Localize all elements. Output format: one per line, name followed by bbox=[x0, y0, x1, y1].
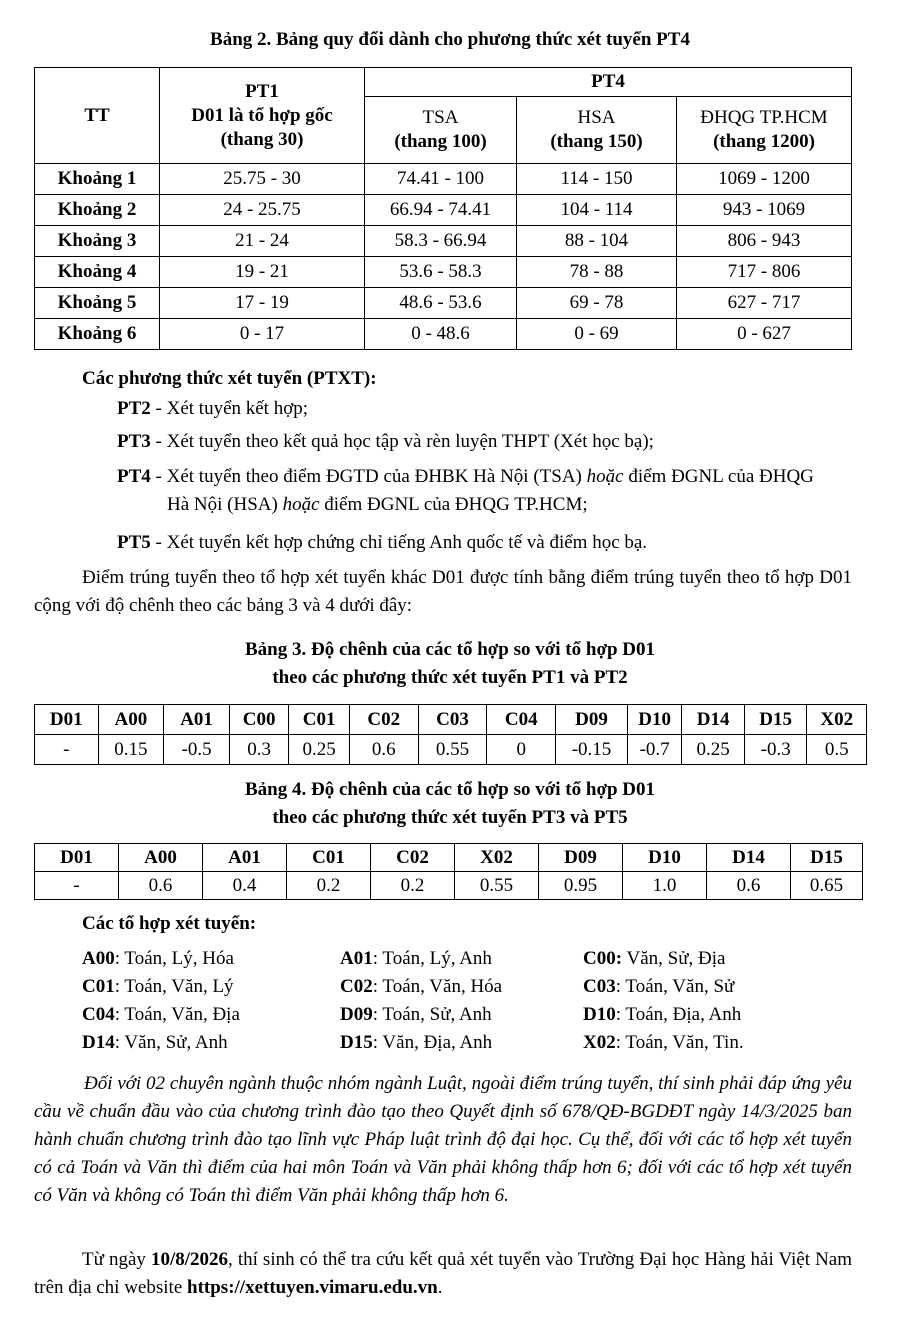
table-cell: - bbox=[35, 872, 119, 900]
results-text-1: Từ ngày bbox=[82, 1249, 151, 1270]
combo-item bbox=[340, 1002, 492, 1028]
cell-pt1: 0 - 17 bbox=[160, 319, 365, 350]
cell-pt1: 21 - 24 bbox=[160, 226, 365, 257]
combo-item bbox=[340, 1030, 492, 1056]
table-header-cell: C01 bbox=[287, 844, 371, 872]
row-label: Khoảng 3 bbox=[35, 226, 160, 257]
combo-text: : Toán, Văn, Tin. bbox=[615, 1032, 744, 1053]
combos-heading: Các tổ hợp xét tuyển: bbox=[82, 913, 257, 934]
table-row bbox=[35, 872, 863, 900]
method-pt5-text: - Xét tuyển kết hợp chứng chỉ tiếng Anh quốc tế và điểm học bạ. bbox=[150, 532, 648, 553]
table2-caption: Bảng 2. Bảng quy đổi dành cho phương thức xét tuyển PT4 bbox=[210, 29, 690, 50]
cell-dhqg: 0 - 627 bbox=[677, 319, 852, 350]
results-text-2: , thí sinh có thể tra cứu kết quả xét tuyển vào Trường Đại học Hàng hải Việt Nam trên địa chỉ website bbox=[34, 1249, 853, 1298]
combo-code: C03 bbox=[583, 976, 616, 997]
row-label: Khoảng 6 bbox=[35, 319, 160, 350]
table-header-cell: D15 bbox=[791, 844, 863, 872]
method-pt5 bbox=[117, 530, 647, 556]
combo-item bbox=[340, 946, 492, 972]
method-pt4 bbox=[117, 464, 814, 490]
cell-dhqg: 717 - 806 bbox=[677, 257, 852, 288]
table-row bbox=[35, 735, 867, 765]
table-header-cell: D09 bbox=[556, 705, 628, 735]
law-requirement-paragraph: Đối với 02 chuyên ngành thuộc nhóm ngành Luật, ngoài điểm trúng tuyển, thí sinh phải đáp ứng yêu cầu về chuẩn đầu vào của chương trình đào tạo theo Quyết định số 678/QĐ-BGDĐT ngày 14/3/2025 ban hành chuẩn chương trình đào tạo lĩnh vực Pháp luật trình độ đại học. Cụ thể, đối với các tổ hợp xét tuyển có cả Toán và Văn thì điểm của hai môn Toán và Văn phải không thấp hơn 6; đối với các tổ hợp xét tuyển có Văn và không có Toán thì điểm Văn phải không thấp hơn 6. bbox=[34, 1073, 852, 1206]
method-pt3-code: PT3 bbox=[117, 431, 151, 452]
table-header-cell: X02 bbox=[807, 705, 867, 735]
cell-tsa: 58.3 - 66.94 bbox=[365, 226, 517, 257]
method-pt4-or-2: hoặc bbox=[282, 494, 320, 515]
conversion-table bbox=[34, 67, 852, 350]
combo-text: : Văn, Địa, Anh bbox=[372, 1032, 493, 1053]
table-header-cell: D10 bbox=[623, 844, 707, 872]
table-cell: 0.65 bbox=[791, 872, 863, 900]
table3-caption-line2: theo các phương thức xét tuyển PT1 và PT2 bbox=[272, 667, 628, 688]
table-header-cell: D14 bbox=[707, 844, 791, 872]
cell-hsa: 114 - 150 bbox=[517, 164, 677, 195]
header-dhqg-line2: (thang 1200) bbox=[713, 131, 815, 152]
table-header-cell: D14 bbox=[682, 705, 745, 735]
header-pt1-line1: PT1 bbox=[245, 80, 279, 102]
table3-caption-line1: Bảng 3. Độ chênh của các tổ hợp so với tổ hợp D01 bbox=[244, 639, 656, 660]
table-row bbox=[35, 257, 852, 288]
table-header-cell: C02 bbox=[371, 844, 455, 872]
table-cell: 0 bbox=[487, 735, 556, 765]
methods-heading: Các phương thức xét tuyển (PTXT): bbox=[82, 368, 377, 389]
combo-code: D10 bbox=[583, 1004, 616, 1025]
table-header-cell: D01 bbox=[35, 705, 99, 735]
cell-tsa: 0 - 48.6 bbox=[365, 319, 517, 350]
table-row bbox=[35, 195, 852, 226]
table-cell: -0.15 bbox=[556, 735, 628, 765]
cell-dhqg: 1069 - 1200 bbox=[677, 164, 852, 195]
cell-tsa: 48.6 - 53.6 bbox=[365, 288, 517, 319]
cell-hsa: 88 - 104 bbox=[517, 226, 677, 257]
method-pt3 bbox=[117, 429, 654, 455]
table-cell: 0.4 bbox=[203, 872, 287, 900]
combo-code: X02 bbox=[583, 1032, 616, 1053]
table-cell: 0.55 bbox=[455, 872, 539, 900]
header-tsa-line1: TSA bbox=[422, 107, 459, 128]
combo-item bbox=[340, 974, 502, 1000]
combo-code: A01 bbox=[340, 948, 373, 969]
cell-hsa: 104 - 114 bbox=[517, 195, 677, 226]
method-pt4-cont bbox=[167, 492, 588, 518]
combo-item bbox=[82, 1002, 240, 1028]
combo-item bbox=[82, 946, 234, 972]
method-pt4-or-1: hoặc bbox=[586, 466, 624, 487]
header-pt1 bbox=[160, 68, 365, 164]
results-date: 10/8/2026 bbox=[150, 1249, 229, 1270]
table-header-row bbox=[35, 844, 863, 872]
table-cell: -0.3 bbox=[744, 735, 807, 765]
table-cell: 0.55 bbox=[418, 735, 487, 765]
table-cell: 0.6 bbox=[119, 872, 203, 900]
method-pt3-text: - Xét tuyển theo kết quả học tập và rèn luyện THPT (Xét học bạ); bbox=[150, 431, 654, 452]
header-pt1-line3: (thang 30) bbox=[220, 128, 304, 150]
cell-tsa: 53.6 - 58.3 bbox=[365, 257, 517, 288]
cell-dhqg: 943 - 1069 bbox=[677, 195, 852, 226]
row-label: Khoảng 1 bbox=[35, 164, 160, 195]
cell-dhqg: 806 - 943 bbox=[677, 226, 852, 257]
combo-code: C04 bbox=[82, 1004, 115, 1025]
combo-text: : Toán, Văn, Hóa bbox=[372, 976, 503, 997]
method-pt4-text-d: điểm ĐGNL của ĐHQG TP.HCM; bbox=[319, 494, 588, 515]
difference-table-pt1-pt2 bbox=[34, 704, 867, 765]
method-pt2 bbox=[117, 396, 308, 422]
combo-code: D14 bbox=[82, 1032, 115, 1053]
table-row bbox=[35, 288, 852, 319]
header-dhqg-line1: ĐHQG TP.HCM bbox=[700, 107, 828, 128]
header-hsa bbox=[517, 97, 677, 164]
method-pt4-text-a: - Xét tuyển theo điểm ĐGTD của ĐHBK Hà Nội (TSA) bbox=[150, 466, 587, 487]
table-cell: - bbox=[35, 735, 99, 765]
combo-code: C02 bbox=[340, 976, 373, 997]
combo-code: D15 bbox=[340, 1032, 373, 1053]
combo-text: : Toán, Lý, Hóa bbox=[114, 948, 234, 969]
difference-table-pt3-pt5 bbox=[34, 843, 863, 900]
combo-item bbox=[583, 946, 725, 972]
row-label: Khoảng 4 bbox=[35, 257, 160, 288]
table-header-cell: A00 bbox=[119, 844, 203, 872]
table-header-cell: A01 bbox=[164, 705, 230, 735]
combo-code: C01 bbox=[82, 976, 115, 997]
header-dhqg bbox=[677, 97, 852, 164]
combo-item bbox=[583, 974, 734, 1000]
table-cell: 0.2 bbox=[371, 872, 455, 900]
combo-code: D09 bbox=[340, 1004, 373, 1025]
table4-caption-line1: Bảng 4. Độ chênh của các tổ hợp so với tổ hợp D01 bbox=[244, 779, 656, 800]
table-header-cell: X02 bbox=[455, 844, 539, 872]
table-header-cell: D15 bbox=[744, 705, 807, 735]
cell-hsa: 0 - 69 bbox=[517, 319, 677, 350]
combo-text: : Toán, Lý, Anh bbox=[372, 948, 492, 969]
cell-hsa: 69 - 78 bbox=[517, 288, 677, 319]
table-header-cell: D09 bbox=[539, 844, 623, 872]
table-header-cell: D10 bbox=[627, 705, 681, 735]
cell-pt1: 25.75 - 30 bbox=[160, 164, 365, 195]
results-text-3: . bbox=[437, 1277, 443, 1298]
method-pt5-code: PT5 bbox=[117, 532, 151, 553]
combo-text: : Toán, Văn, Địa bbox=[114, 1004, 240, 1025]
table-header-row bbox=[35, 705, 867, 735]
table-cell: 0.2 bbox=[287, 872, 371, 900]
header-hsa-line1: HSA bbox=[577, 107, 616, 128]
table-cell: 0.6 bbox=[349, 735, 418, 765]
cell-dhqg: 627 - 717 bbox=[677, 288, 852, 319]
table-cell: -0.5 bbox=[164, 735, 230, 765]
combo-text: : Toán, Sử, Anh bbox=[372, 1004, 492, 1025]
table-cell: 0.15 bbox=[98, 735, 164, 765]
combo-item bbox=[583, 1030, 744, 1056]
table-header-cell: A01 bbox=[203, 844, 287, 872]
combo-item bbox=[82, 1030, 228, 1056]
cell-pt1: 24 - 25.75 bbox=[160, 195, 365, 226]
cell-tsa: 66.94 - 74.41 bbox=[365, 195, 517, 226]
combo-item bbox=[583, 1002, 741, 1028]
method-pt4-text-b: điểm ĐGNL của ĐHQG bbox=[623, 466, 814, 487]
table-cell: -0.7 bbox=[627, 735, 681, 765]
table-cell: 1.0 bbox=[623, 872, 707, 900]
method-pt4-code: PT4 bbox=[117, 466, 151, 487]
results-paragraph bbox=[34, 1246, 852, 1302]
table-header-cell: C03 bbox=[418, 705, 487, 735]
table-header-cell: A00 bbox=[98, 705, 164, 735]
combo-text: : Toán, Văn, Lý bbox=[114, 976, 234, 997]
results-website-link[interactable]: https://xettuyen.vimaru.edu.vn bbox=[187, 1277, 438, 1298]
combo-code: A00 bbox=[82, 948, 115, 969]
method-pt2-code: PT2 bbox=[117, 398, 151, 419]
header-tsa bbox=[365, 97, 517, 164]
table-row bbox=[35, 319, 852, 350]
table-cell: 0.95 bbox=[539, 872, 623, 900]
row-label: Khoảng 2 bbox=[35, 195, 160, 226]
cell-pt1: 19 - 21 bbox=[160, 257, 365, 288]
table-header-cell: C00 bbox=[229, 705, 289, 735]
table-cell: 0.25 bbox=[289, 735, 350, 765]
table-header-cell: C02 bbox=[349, 705, 418, 735]
table-cell: 0.25 bbox=[682, 735, 745, 765]
header-pt1-line2: D01 là tổ hợp gốc bbox=[191, 104, 333, 126]
header-tt: TT bbox=[35, 68, 160, 164]
combo-text: Văn, Sử, Địa bbox=[622, 948, 726, 969]
header-hsa-line2: (thang 150) bbox=[550, 131, 643, 152]
combo-text: : Toán, Văn, Sử bbox=[615, 976, 735, 997]
cell-hsa: 78 - 88 bbox=[517, 257, 677, 288]
combo-item bbox=[82, 974, 234, 1000]
table-cell: 0.5 bbox=[807, 735, 867, 765]
combo-text: : Toán, Địa, Anh bbox=[615, 1004, 742, 1025]
table-header-cell: D01 bbox=[35, 844, 119, 872]
cell-tsa: 74.41 - 100 bbox=[365, 164, 517, 195]
header-tsa-line2: (thang 100) bbox=[394, 131, 487, 152]
table-header-cell: C01 bbox=[289, 705, 350, 735]
cell-pt1: 17 - 19 bbox=[160, 288, 365, 319]
header-pt4: PT4 bbox=[365, 68, 852, 97]
row-label: Khoảng 5 bbox=[35, 288, 160, 319]
table-cell: 0.3 bbox=[229, 735, 289, 765]
table-cell: 0.6 bbox=[707, 872, 791, 900]
table-row bbox=[35, 226, 852, 257]
table-row bbox=[35, 164, 852, 195]
combo-code: C00: bbox=[583, 948, 623, 969]
table4-caption-line2: theo các phương thức xét tuyển PT3 và PT5 bbox=[272, 807, 628, 828]
method-pt4-text-c: Hà Nội (HSA) bbox=[167, 494, 283, 515]
intro-paragraph: Điểm trúng tuyển theo tổ hợp xét tuyển khác D01 được tính bằng điểm trúng tuyển theo tổ hợp D01 cộng với độ chênh theo các bảng 3 và 4 dưới đây: bbox=[34, 567, 852, 616]
method-pt2-text: - Xét tuyển kết hợp; bbox=[150, 398, 309, 419]
table-header-cell: C04 bbox=[487, 705, 556, 735]
combo-text: : Văn, Sử, Anh bbox=[114, 1032, 228, 1053]
